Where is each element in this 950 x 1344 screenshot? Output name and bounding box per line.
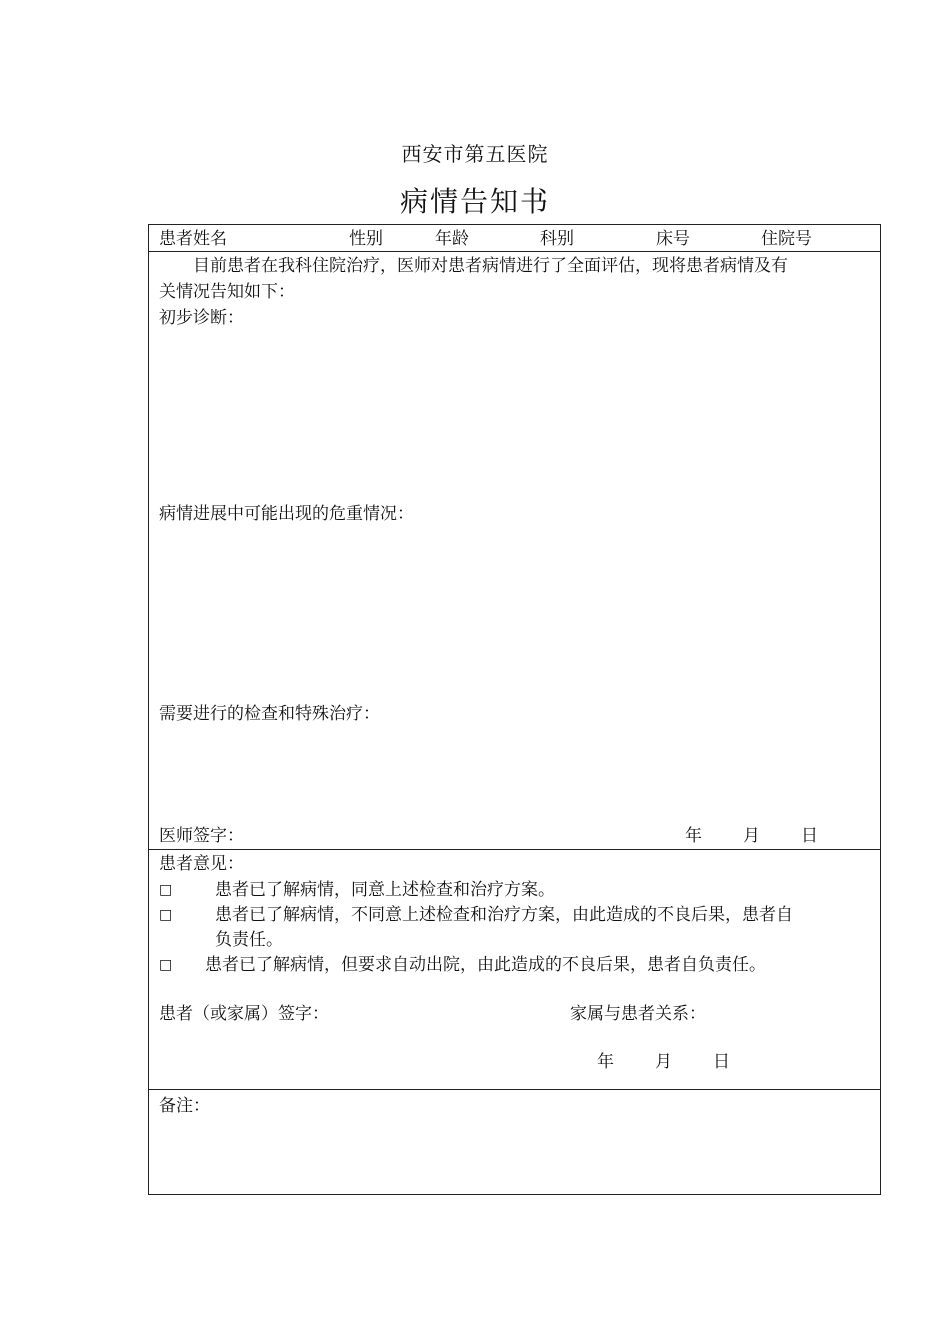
patient-signature-label: 患者（或家属）签字： (159, 1004, 329, 1024)
intro-line-2: 关情况告知如下： (159, 282, 295, 302)
opinion-label: 患者意见： (159, 854, 244, 874)
intro-line-1: 目前患者在我科住院治疗，医师对患者病情进行了全面评估，现将患者病情及有 (193, 256, 788, 276)
disagree-option-line-1: 患者已了解病情，不同意上述检查和治疗方案，由此造成的不良后果，患者自 (215, 905, 793, 925)
doctor-date-month: 月 (743, 826, 760, 846)
opinion-date-year: 年 (597, 1052, 614, 1072)
admission-no-label: 住院号 (761, 229, 812, 249)
relation-label: 家属与患者关系： (570, 1004, 706, 1024)
disagree-checkbox[interactable]: □ (159, 907, 173, 923)
doctor-signature-label: 医师签字： (159, 826, 244, 846)
opinion-date-month: 月 (655, 1052, 672, 1072)
notice-form (148, 224, 881, 1195)
patient-info-row (149, 225, 880, 251)
doctor-date-year: 年 (685, 826, 702, 846)
opinion-date-day: 日 (713, 1052, 730, 1072)
hospital-name: 西安市第五医院 (401, 142, 549, 166)
document-title: 病情告知书 (399, 185, 550, 218)
opinion-section (149, 850, 880, 1090)
remarks-label: 备注： (159, 1096, 210, 1116)
doctor-date-day: 日 (801, 826, 818, 846)
gender-label: 性别 (349, 229, 383, 249)
patient-name-label: 患者姓名 (159, 229, 227, 249)
disagree-option-line-2: 负责任。 (215, 930, 283, 950)
department-label: 科别 (540, 229, 574, 249)
diagnosis-label: 初步诊断： (159, 308, 244, 328)
critical-condition-label: 病情进展中可能出现的危重情况： (159, 504, 414, 524)
remarks-section (149, 1090, 880, 1194)
discharge-checkbox[interactable]: □ (159, 957, 173, 973)
notice-section (149, 252, 880, 850)
agree-option-text: 患者已了解病情，同意上述检查和治疗方案。 (215, 880, 555, 900)
exam-treatment-label: 需要进行的检查和特殊治疗： (159, 704, 380, 724)
bed-label: 床号 (656, 229, 690, 249)
agree-checkbox[interactable]: □ (159, 882, 173, 898)
discharge-option-text: 患者已了解病情，但要求自动出院，由此造成的不良后果，患者自负责任。 (205, 955, 766, 975)
age-label: 年龄 (435, 229, 469, 249)
